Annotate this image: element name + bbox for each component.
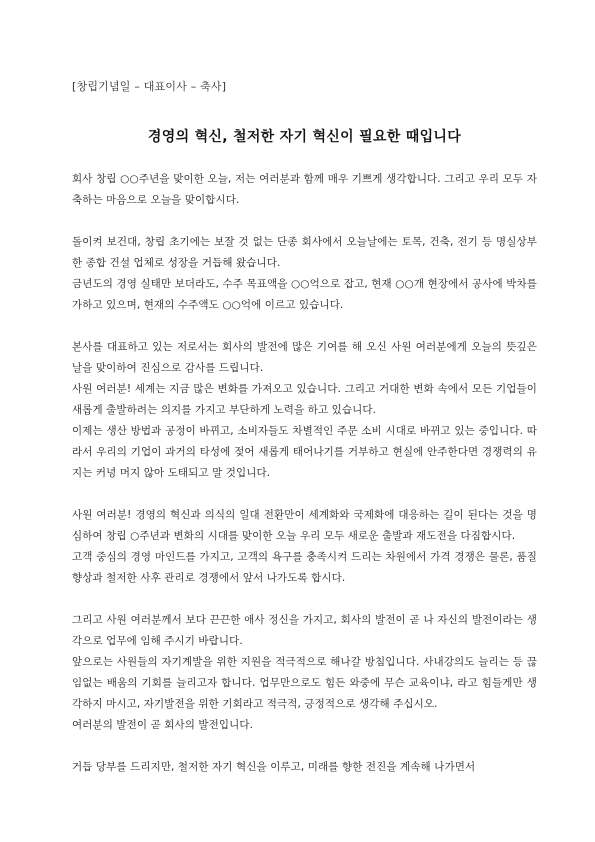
paragraph-gap bbox=[72, 211, 537, 232]
document-body bbox=[72, 169, 537, 778]
section-1 bbox=[72, 169, 537, 211]
paragraph: 돌이켜 보건대, 창립 초기에는 보잘 것 없는 단종 회사에서 오늘날에는 토목, 건축, 전기 등 명실상부한 종합 건설 업체로 성장을 거듭해 왔습니다. bbox=[72, 236, 537, 269]
paragraph: 거듭 당부를 드리지만, 철저한 자기 혁신을 이루고, 미래를 향한 전진을 계속해 나가면서 bbox=[72, 761, 476, 773]
paragraph: 사원 여러분! 경영의 혁신과 의식의 일대 전환만이 세계화와 국제화에 대응하는 길이 된다는 것을 명심하여 창립 ○주년과 변화의 시대를 맞이한 오늘 우리 모두 새로운 출발과 재도전을 다짐합시다. bbox=[72, 509, 537, 542]
section-4 bbox=[72, 505, 537, 589]
paragraph-gap bbox=[72, 316, 537, 337]
paragraph-gap bbox=[72, 589, 537, 610]
paragraph: 고객 중심의 경영 마인드를 가지고, 고객의 욕구를 충족시켜 드리는 차원에서 가격 경쟁은 물론, 품질 향상과 철저한 사후 관리로 경쟁에서 앞서 나가도록 합시다. bbox=[72, 551, 537, 584]
paragraph: 본사를 대표하고 있는 저로서는 회사의 발전에 많은 기여를 해 오신 사원 여러분에게 오늘의 뜻깊은 날을 맞이하여 진심으로 감사를 드립니다. bbox=[72, 341, 537, 374]
document-title: 경영의 혁신, 철저한 자기 혁신이 필요한 때입니다 bbox=[147, 129, 462, 145]
paragraph: 앞으로는 사원들의 자기계발을 위한 지원을 적극적으로 해나갈 방침입니다. 사내강의도 늘리는 등 끊임없는 배움의 기회를 늘리고자 합니다. 업무만으로도 힘든 와중에 무슨 교육이냐, 라고 힘들게만 생각하지 마시고, 자기발전을 위한 기회라고 적극적, 긍정적으로 생각해 주십시오. bbox=[72, 656, 537, 710]
document-category: [창립기념일 – 대표이사 – 축사] bbox=[72, 80, 227, 93]
section-2 bbox=[72, 232, 537, 316]
paragraph-gap bbox=[72, 484, 537, 505]
paragraph: 이제는 생산 방법과 공정이 바뀌고, 소비자들도 차별적인 주문 소비 시대로 바뀌고 있는 중입니다. 따라서 우리의 기업이 과거의 타성에 젖어 새롭게 태어나기를 거부하고 현실에 안주한다면 경쟁력의 유지는 커녕 머지 않아 도태되고 말 것입니다. bbox=[72, 425, 537, 479]
section-3 bbox=[72, 337, 537, 484]
paragraph: 사원 여러분! 세계는 지금 많은 변화를 가져오고 있습니다. 그리고 거대한 변화 속에서 모든 기업들이 새롭게 출발하려는 의지를 가지고 부단하게 노력을 하고 있습니다. bbox=[72, 383, 537, 416]
paragraph-gap bbox=[72, 736, 537, 757]
paragraph: 금년도의 경영 실태만 보더라도, 수주 목표액을 ○○억으로 잡고, 현재 ○○개 현장에서 공사에 박차를 가하고 있으며, 현재의 수주액도 ○○억에 이르고 있습니다. bbox=[72, 278, 537, 311]
paragraph: 그리고 사원 여러분께서 보다 끈끈한 애사 정신을 가지고, 회사의 발전이 곧 나 자신의 발전이라는 생각으로 업무에 임해 주시기 바랍니다. bbox=[72, 614, 537, 647]
paragraph: 회사 창립 ○○주년을 맞이한 오늘, 저는 여러분과 함께 매우 기쁘게 생각합니다. 그리고 우리 모두 자축하는 마음으로 오늘을 맞이합시다. bbox=[72, 173, 537, 206]
paragraph: 여러분의 발전이 곧 회사의 발전입니다. bbox=[72, 719, 254, 731]
section-6 bbox=[72, 757, 537, 778]
section-5 bbox=[72, 610, 537, 736]
